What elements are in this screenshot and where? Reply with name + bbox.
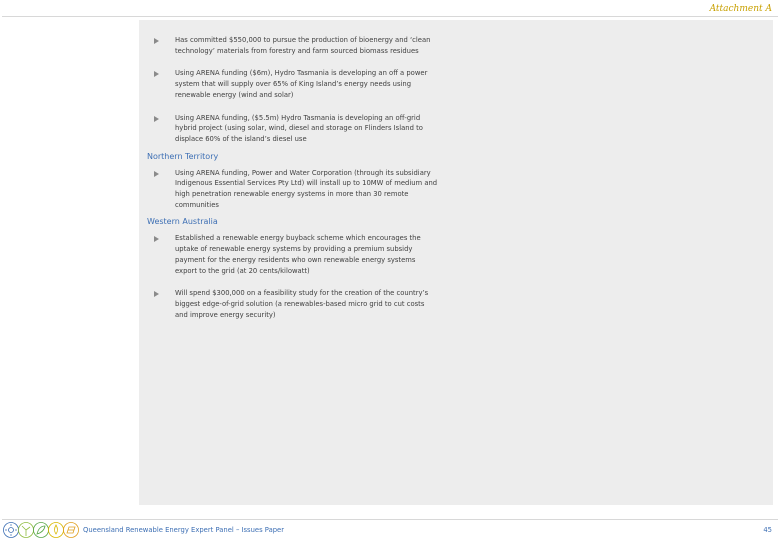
bullet-text: Using ARENA funding, Power and Water Corporation (through its subsidiary Indigenous Essential Services Pty Ltd) will install up to 10MW of medium and high penetration renewable energy systems in more than 30 remote communities	[175, 168, 438, 209]
list-item	[147, 68, 439, 100]
list-item	[147, 113, 439, 145]
content-panel	[139, 20, 773, 505]
header-divider	[2, 16, 778, 17]
list-item	[147, 168, 439, 211]
page-number: 45	[763, 526, 772, 534]
biomass-leaf-icon	[34, 523, 49, 538]
bullet-text: Has committed $550,000 to pursue the production of bioenergy and ‘clean technology’ materials from forestry and farm sourced biomass residues	[175, 36, 431, 55]
list-item	[147, 35, 439, 56]
section-heading: Western Australia	[147, 217, 218, 227]
bullet-arrow-icon	[154, 116, 159, 122]
bullet-text: Using ARENA funding, ($5.5m) Hydro Tasmania is developing an off-grid hybrid project (using solar, wind, diesel and storage on Flinders Island to displace 60% of the island’s diesel use	[175, 113, 423, 143]
bullet-text: Established a renewable energy buyback scheme which encourages the uptake of renewable energy systems by providing a premium subsidy payment for the energy residents who own renewable energy systems export to the grid (at 20 cents/kilowatt)	[175, 234, 421, 275]
state-section-western-australia	[147, 216, 439, 320]
bullet-arrow-icon	[154, 236, 159, 242]
section-heading: Northern Territory	[147, 151, 219, 161]
state-section	[147, 35, 439, 145]
list-item	[147, 288, 439, 320]
bullet-arrow-icon	[154, 171, 159, 177]
bullet-text: Will spend $300,000 on a feasibility study for the creation of the country’s biggest edge-of-grid solution (a renewables-based micro grid to cut costs and improve energy security)	[175, 289, 429, 319]
attachment-label: Attachment A	[709, 4, 772, 14]
sun-icon	[4, 523, 19, 538]
wind-turbine-icon	[19, 523, 34, 538]
bullet-text: Using ARENA funding ($6m), Hydro Tasmania is developing an off a power system that will supply over 65% of King Island’s energy needs using renewable energy (wind and solar)	[175, 69, 428, 99]
state-section-northern-territory	[147, 151, 439, 211]
footer-document-title: Queensland Renewable Energy Expert Panel – Issues Paper	[83, 526, 285, 534]
solar-panel-icon	[64, 523, 79, 538]
water-droplet-icon	[49, 523, 64, 538]
bullet-arrow-icon	[154, 71, 159, 77]
bullet-arrow-icon	[154, 291, 159, 297]
footer-logo-strip	[2, 521, 80, 539]
bullet-arrow-icon	[154, 38, 159, 44]
list-item	[147, 233, 439, 276]
content-body	[147, 35, 439, 332]
footer-divider	[2, 519, 778, 520]
